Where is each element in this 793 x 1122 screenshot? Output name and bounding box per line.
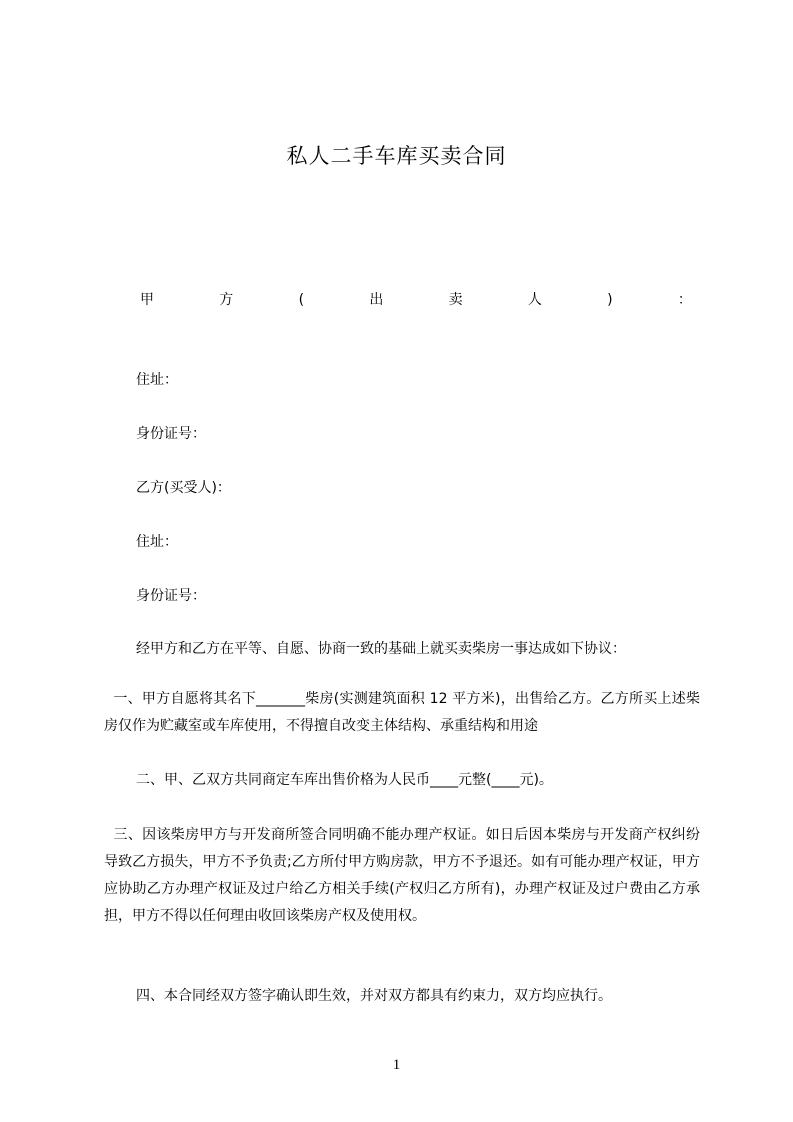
- clause-1: 一、甲方自愿将其名下_______柴房(实测建筑面积 12 平方米)，出售给乙方。乙方所买上述柴房仅作为贮藏室或车库使用，不得擅自改变主体结构、承重结构和用途: [104, 691, 701, 734]
- page-number: 1: [392, 1057, 401, 1073]
- party-b-label: 乙方(买受人)：: [136, 480, 231, 496]
- clause-2: 二、甲、乙双方共同商定车库出售价格为人民币____元整(____元)。: [136, 772, 553, 788]
- contract-title: 私人二手车库买卖合同: [286, 144, 507, 168]
- intro-paragraph: 经甲方和乙方在平等、自愿、协商一致的基础上就买卖柴房一事达成如下协议：: [136, 641, 626, 657]
- party-a-char: 甲: [140, 292, 154, 308]
- party-a-char: (: [298, 292, 305, 308]
- party-a-char: 人: [527, 292, 542, 308]
- party-a-char: 出: [369, 292, 384, 308]
- party-a-id-label: 身份证号：: [136, 426, 206, 442]
- party-a-char: ：: [677, 292, 692, 308]
- clause-4: 四、本合同经双方签字确认即生效，并对双方都具有约束力，双方均应执行。: [136, 988, 612, 1004]
- party-a-line: [140, 288, 692, 312]
- party-b-address-label: 住址：: [136, 534, 178, 550]
- party-a-char: ): [607, 292, 613, 308]
- party-a-char: 卖: [448, 292, 463, 308]
- party-b-id-label: 身份证号：: [136, 588, 206, 604]
- party-a-address-label: 住址：: [136, 372, 178, 388]
- party-a-char: 方: [219, 292, 234, 308]
- clause-3: 三、因该柴房甲方与开发商所签合同明确不能办理产权证。如日后因本柴房与开发商产权纠纷导致乙方损失，甲方不予负责;乙方所付甲方购房款，甲方不予退还。如有可能办理产权证，甲方应协助乙方办理产权证及过户给乙方相关手续(产权归乙方所有)，办理产权证及过户费由乙方承担，甲方不得以任何理由收回该柴房产权及使用权。: [104, 827, 700, 924]
